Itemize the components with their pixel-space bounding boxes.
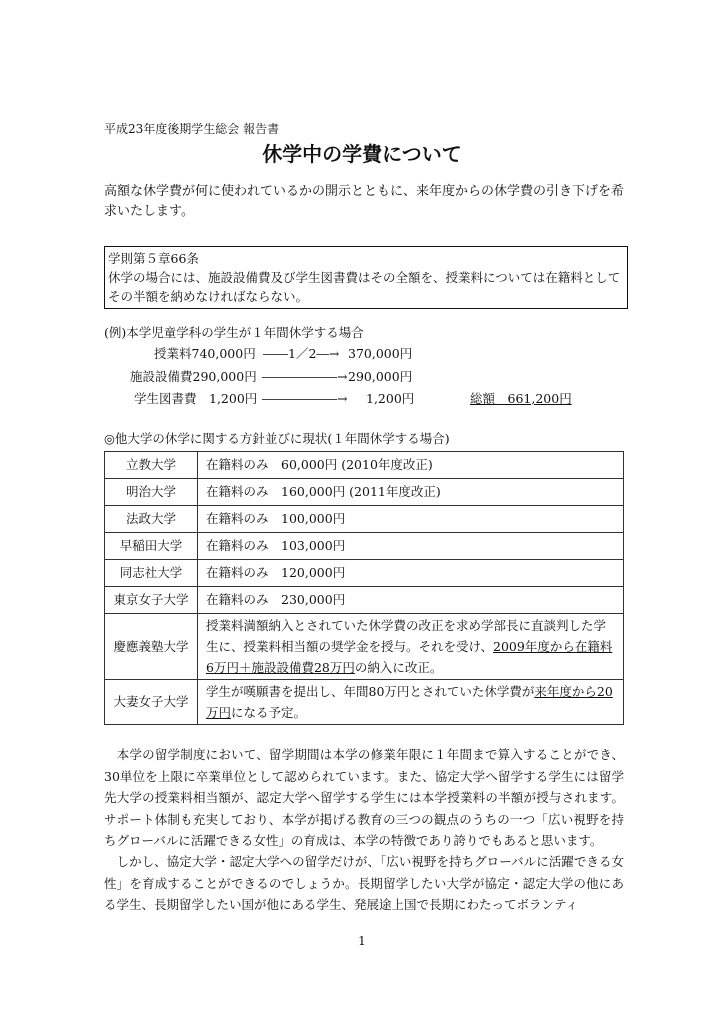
body-paragraph-1: 本学の留学制度において、留学期間は本学の修業年限に１年間まで算入することができ、30単位を上限に卒業単位として認められています。また、協定大学へ留学する学生には留学先大学の授業料相当額が、認定大学へ留学する学生には本学授業料の半額が授与されます。サポート体制も充実しており、本学が掲げる教育の三つの観点のうちの一つ「広い視野を持ちグローバルに活躍できる女性」の育成は、本学の特徴であり誇りでもあると思います。: [104, 747, 624, 848]
school-rule-box: [104, 246, 628, 309]
policy-text: の納入に改正。: [354, 660, 443, 675]
policy-cell: 在籍料のみ 230,000円: [198, 587, 624, 614]
fee-arrow: ――――――→: [262, 391, 348, 406]
policy-underlined-text: 来年度から20万円: [206, 684, 613, 720]
policy-cell: 在籍料のみ 100,000円: [198, 506, 624, 533]
fee-arrow: ――1／2―→: [263, 346, 340, 361]
policy-text: 学生が嘆願書を提出し、年間80万円とされていた休学費が: [206, 684, 535, 699]
fee-label: 授業料740,000円: [154, 346, 256, 361]
fee-row-facility: [0, 368, 724, 386]
fee-label: 施設設備費290,000円: [130, 369, 257, 384]
policy-text: 授業料満額納入とされていた休学費の改正を求め学部長に直談判した学生に、授業料相当額の奨学金を授与。それを受け、: [206, 618, 607, 654]
policy-cell: 在籍料のみ 60,000円 (2010年度改正): [198, 452, 624, 479]
page-number: 1: [358, 934, 366, 948]
fee-arrow: ――――――→: [262, 369, 348, 384]
table-row-otsuma: [105, 680, 624, 725]
university-cell: 法政大学: [105, 506, 198, 533]
rule-body: 休学の場合には、施設設備費及び学生図書費はその全額を、授業料については在籍料としてその半額を納めなければならない。: [108, 270, 621, 304]
table-row: [105, 560, 624, 587]
table-row: [105, 587, 624, 614]
policy-text: になる予定。: [231, 705, 307, 720]
policy-table-heading: ◎他大学の休学に関する方針並びに現状(１年間休学する場合): [104, 431, 450, 446]
university-cell: 大妻女子大学: [105, 680, 198, 725]
example-heading: (例)本学児童学科の学生が１年間休学する場合: [104, 325, 364, 340]
university-cell: 明治大学: [105, 479, 198, 506]
fee-row-tuition: [0, 345, 724, 363]
page-title: 休学中の学費について: [262, 142, 462, 166]
fee-result: 370,000円: [348, 346, 413, 361]
policy-cell: [198, 614, 624, 680]
university-cell: 早稲田大学: [105, 533, 198, 560]
table-row: [105, 506, 624, 533]
table-row: [105, 533, 624, 560]
policy-cell: 在籍料のみ 103,000円: [198, 533, 624, 560]
policy-table: [104, 451, 624, 725]
report-header: 平成23年度後期学生総会 報告書: [104, 122, 280, 136]
policy-cell: 在籍料のみ 120,000円: [198, 560, 624, 587]
policy-cell: [198, 680, 624, 725]
policy-cell: 在籍料のみ 160,000円 (2011年度改正): [198, 479, 624, 506]
policy-underlined-text: 2009年度から在籍料6万円＋施設設備費28万円: [206, 639, 613, 675]
body-paragraph-2: しかし、協定大学・認定大学への留学だけが、「広い視野を持ちグローバルに活躍できる女性」を育成することができるのでしょうか。長期留学したい大学が協定・認定大学の他にある学生、長期留学したい国が他にある学生、発展途上国で長期にわたってボランティ: [104, 854, 624, 912]
table-row-keio: [105, 614, 624, 680]
university-cell: 同志社大学: [105, 560, 198, 587]
table-row: [105, 479, 624, 506]
rule-heading: 学則第５章66条: [108, 251, 199, 266]
fee-label: 学生図書費 1,200円: [134, 391, 258, 406]
intro-paragraph: 高額な休学費が何に使われているかの開示とともに、来年度からの休学費の引き下げを希求いたします。: [104, 184, 625, 219]
university-cell: 東京女子大学: [105, 587, 198, 614]
table-row: [105, 452, 624, 479]
university-cell: 立教大学: [105, 452, 198, 479]
fee-result: 1,200円: [366, 391, 415, 406]
fee-result: 290,000円: [348, 369, 413, 384]
fee-total: 総額 661,200円: [470, 391, 572, 406]
fee-row-library: [0, 390, 724, 408]
university-cell: 慶應義塾大学: [105, 614, 198, 680]
